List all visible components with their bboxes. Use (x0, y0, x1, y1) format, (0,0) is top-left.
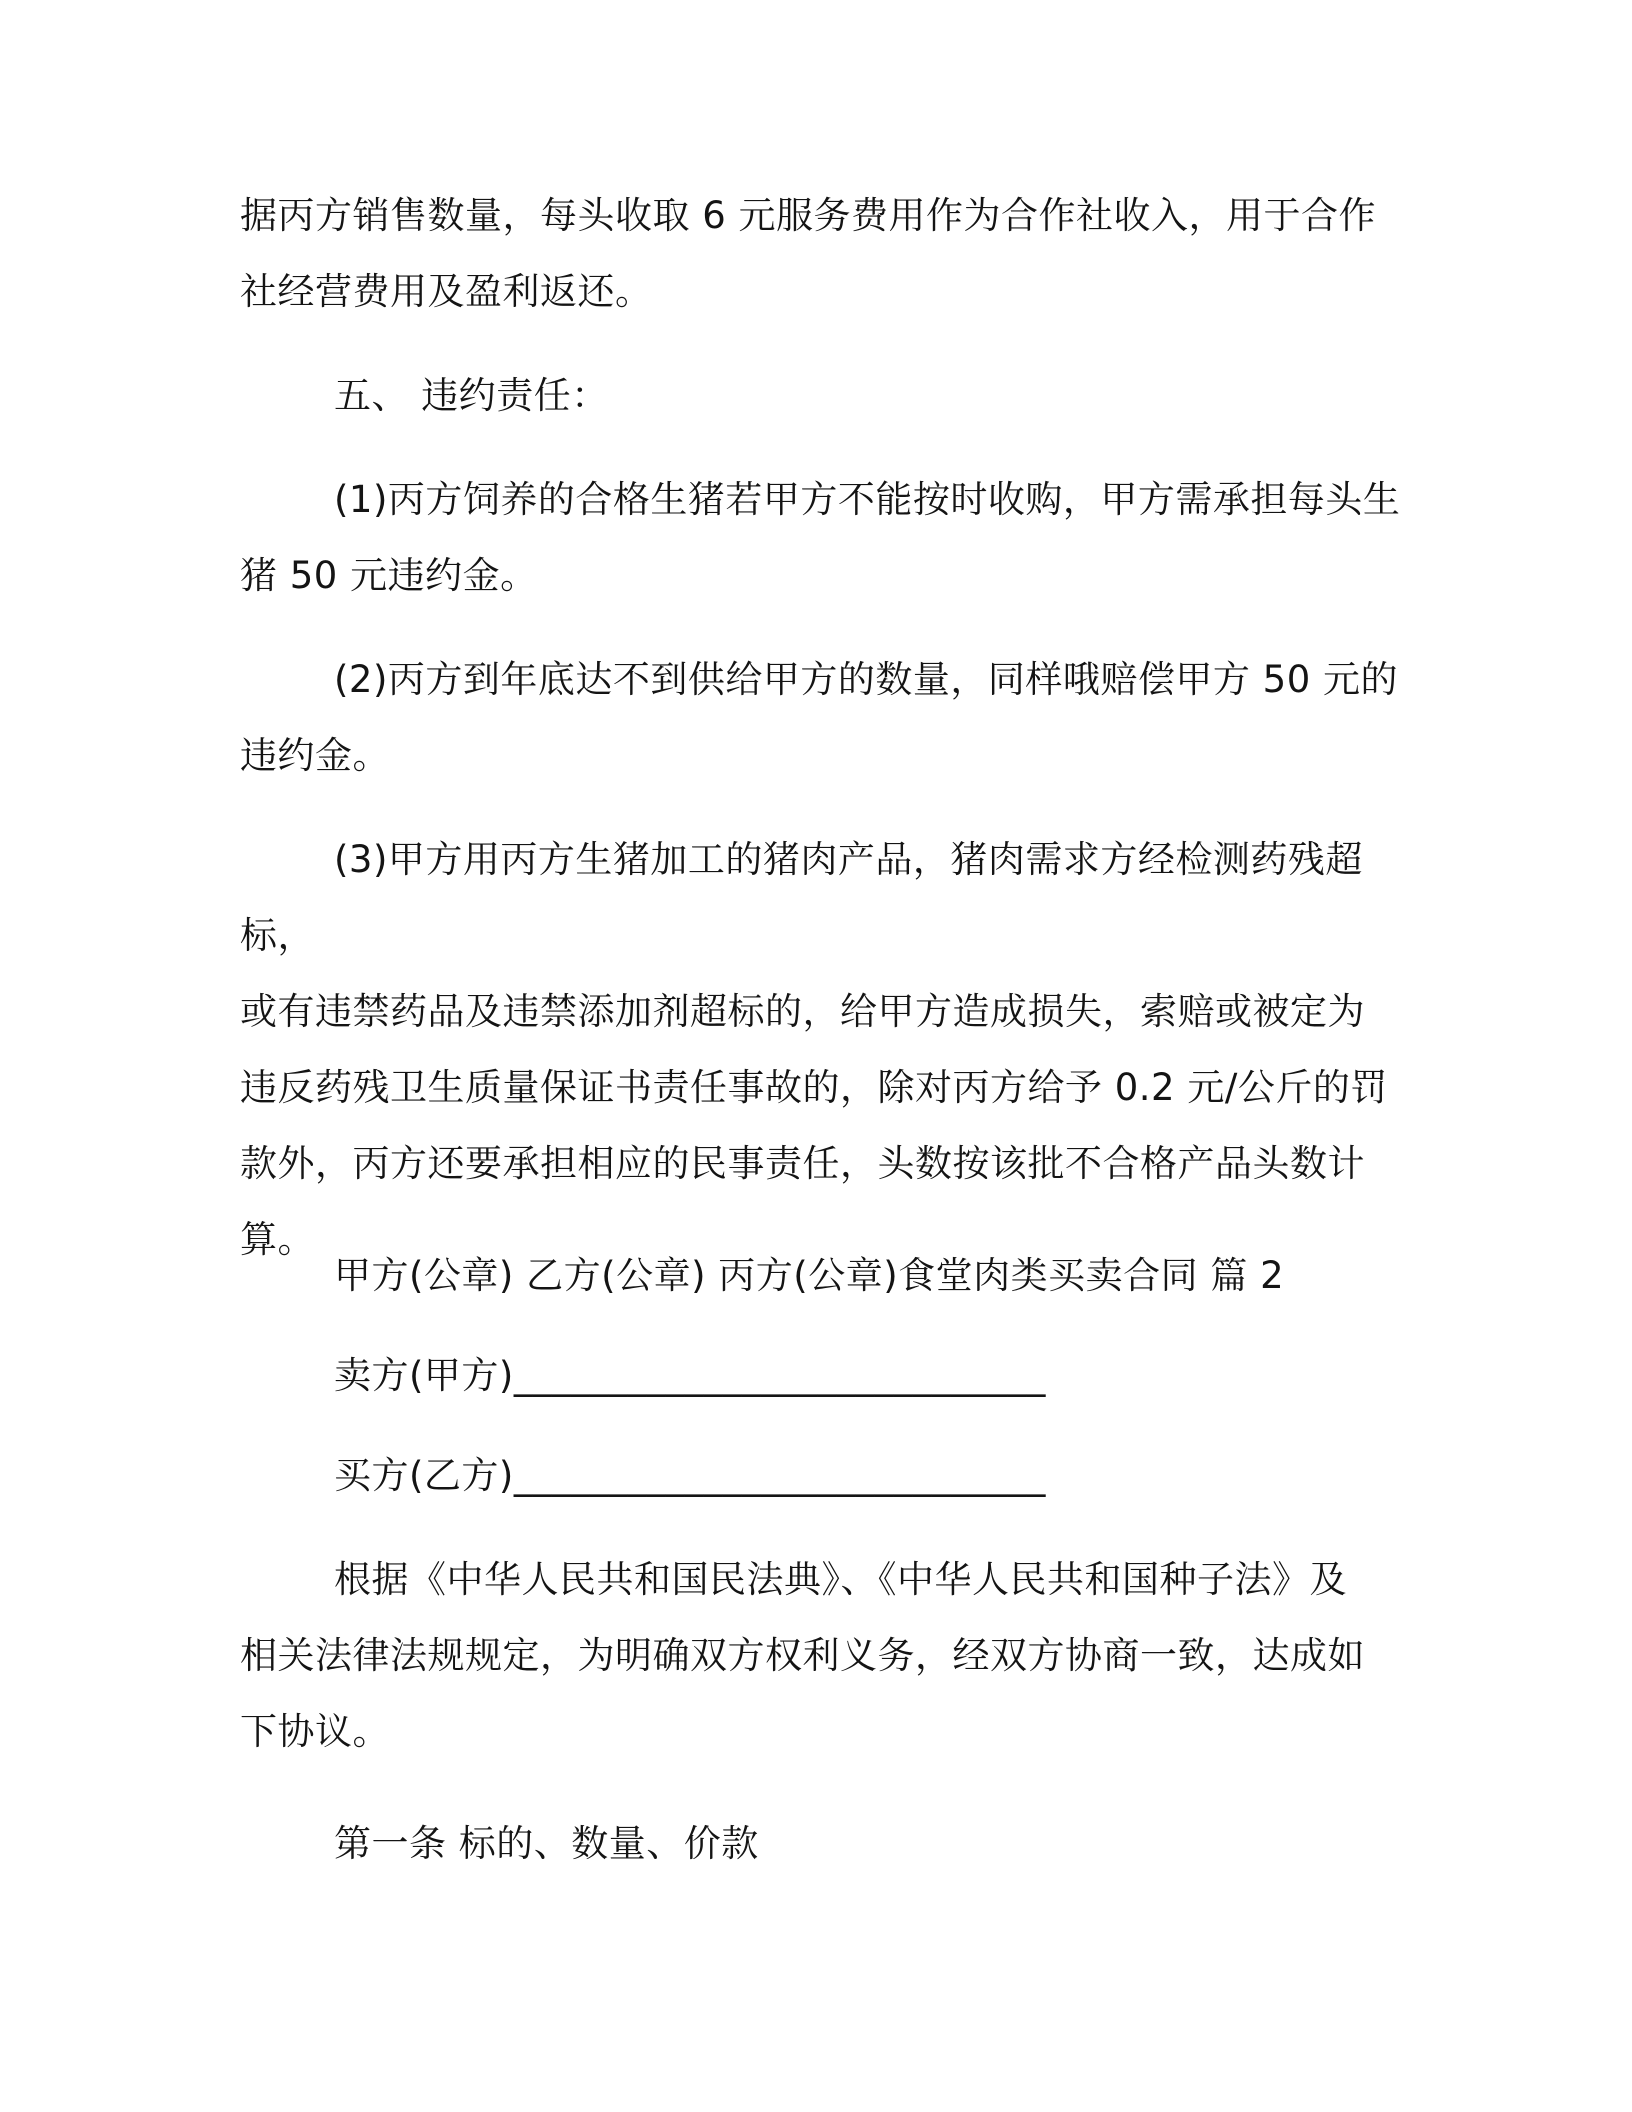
text-line: 猪 50 元违约金。 (240, 554, 538, 597)
buyer-field (240, 1438, 1410, 1514)
signature-line-seals (240, 1238, 1410, 1314)
heading-text: 第一条 标的、数量、价款 (334, 1822, 759, 1865)
section-heading-breach (240, 358, 1410, 434)
text-line: 根据《中华人民共和国民法典》、《中华人民共和国种子法》及 (334, 1558, 1347, 1601)
text-line: 违反药残卫生质量保证书责任事故的，除对丙方给予 0.2 元/公斤的罚 (240, 1066, 1388, 1109)
text-line: 下协议。 (240, 1710, 390, 1753)
text-line: 据丙方销售数量，每头收取 6 元服务费用作为合作社收入，用于合作 (240, 194, 1377, 237)
text-line: 卖方(甲方)____________________________ (334, 1354, 1046, 1397)
paragraph-clause-3 (240, 822, 1410, 1278)
heading-text: 五、 违约责任： (334, 374, 609, 417)
text-line: 款外，丙方还要承担相应的民事责任，头数按该批不合格产品头数计 (240, 1142, 1365, 1185)
paragraph-clause-2 (240, 642, 1410, 794)
paragraph-service-fee (240, 178, 1410, 330)
text-line: 社经营费用及盈利返还。 (240, 270, 653, 313)
text-line: 相关法律法规规定，为明确双方权利义务，经双方协商一致，达成如 (240, 1634, 1365, 1677)
article-heading-1 (240, 1806, 1410, 1882)
text-line: 买方(乙方)____________________________ (334, 1454, 1046, 1497)
paragraph-clause-1 (240, 462, 1410, 614)
seller-field (240, 1338, 1410, 1414)
paragraph-legal-basis (240, 1542, 1410, 1770)
text-line: 甲方(公章) 乙方(公章) 丙方(公章)食堂肉类买卖合同 篇 2 (334, 1254, 1285, 1297)
text-line: (3)甲方用丙方生猪加工的猪肉产品，猪肉需求方经检测药残超标， (240, 838, 1363, 957)
text-line: 算。 (240, 1218, 315, 1261)
text-line: (2)丙方到年底达不到供给甲方的数量，同样哦赔偿甲方 50 元的 (334, 658, 1399, 701)
text-line: 或有违禁药品及违禁添加剂超标的，给甲方造成损失，索赔或被定为 (240, 990, 1365, 1033)
text-line: 违约金。 (240, 734, 390, 777)
text-line: (1)丙方饲养的合格生猪若甲方不能按时收购，甲方需承担每头生 (334, 478, 1401, 521)
